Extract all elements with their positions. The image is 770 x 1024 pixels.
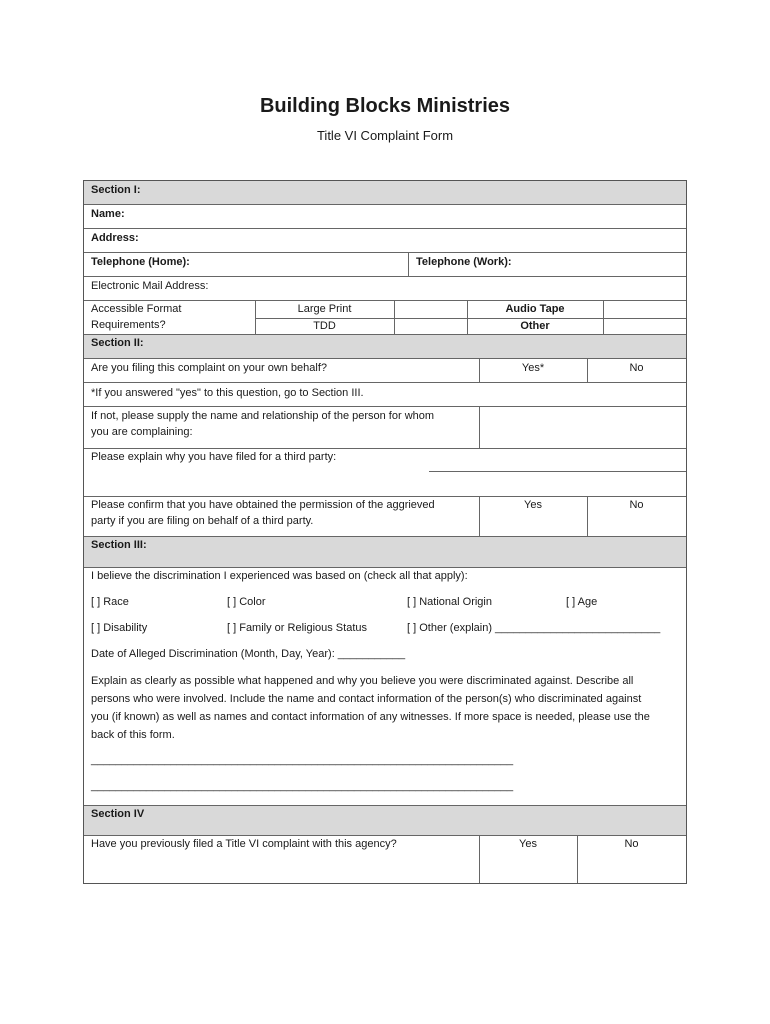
- previously-filed-question: Have you previously filed a Title VI complaint with this agency?: [91, 838, 397, 850]
- if-not-text-1: If not, please supply the name and relationship of the person for whom: [91, 410, 435, 422]
- address-row[interactable]: [84, 229, 686, 253]
- previously-filed-row: [84, 836, 686, 883]
- name-label: Name:: [91, 208, 125, 220]
- telephone-row: [84, 253, 686, 277]
- form-org-title: Building Blocks Ministries: [259, 95, 511, 117]
- date-of-discrimination-field[interactable]: Date of Alleged Discrimination (Month, Day, Year): ___________: [91, 648, 406, 660]
- basis-question: I believe the discrimination I experienced was based on (check all that apply):: [91, 570, 468, 582]
- email-row[interactable]: [84, 277, 686, 301]
- explain-blank-line-2[interactable]: _____________________________________________________________________: [91, 780, 514, 792]
- own-behalf-row: [84, 359, 686, 383]
- telephone-work-label: Telephone (Work):: [416, 256, 512, 268]
- confirm-permission-row: [84, 497, 686, 537]
- explain-instructions-2: persons who were involved. Include the name and contact information of the person(s) who discriminated against: [91, 693, 642, 705]
- if-yes-note: *If you answered "yes" to this question, go to Section III.: [91, 387, 364, 399]
- section-1-heading: Section I:: [91, 184, 141, 196]
- if-yes-note-row: [84, 383, 686, 407]
- explain-instructions-1: Explain as clearly as possible what happened and why you believe you were discriminated against. Describe all: [91, 675, 634, 687]
- accessible-format-label-1: Accessible Format: [91, 303, 182, 315]
- color-checkbox[interactable]: [ ] Color: [227, 596, 266, 608]
- section-2-heading: Section II:: [91, 337, 144, 349]
- telephone-home-label: Telephone (Home):: [91, 256, 190, 268]
- explain-third-party-row: [84, 449, 686, 497]
- national-origin-checkbox[interactable]: [ ] National Origin: [407, 596, 492, 608]
- divider: [408, 253, 409, 276]
- section-4-header: [84, 806, 686, 836]
- family-religious-checkbox[interactable]: [ ] Family or Religious Status: [227, 622, 367, 634]
- accessible-format-row: [84, 301, 686, 335]
- section-2-header: [84, 335, 686, 359]
- previously-filed-no[interactable]: No: [624, 838, 639, 850]
- disability-checkbox[interactable]: [ ] Disability: [91, 622, 148, 634]
- age-checkbox[interactable]: [ ] Age: [566, 596, 598, 608]
- previously-filed-yes[interactable]: Yes: [519, 838, 537, 850]
- race-checkbox[interactable]: [ ] Race: [91, 596, 129, 608]
- form-subtitle: Title VI Complaint Form: [316, 128, 454, 143]
- own-behalf-no[interactable]: No: [629, 362, 644, 374]
- confirm-permission-no[interactable]: No: [629, 499, 644, 511]
- divider: [429, 471, 686, 472]
- section-1-header: [84, 181, 686, 205]
- own-behalf-question: Are you filing this complaint on your own behalf?: [91, 362, 328, 374]
- section-3-body: [84, 568, 686, 806]
- divider: [479, 407, 480, 448]
- explain-third-party-label: Please explain why you have filed for a third party:: [91, 451, 337, 463]
- audio-tape-option: Audio Tape: [505, 303, 565, 315]
- name-row[interactable]: [84, 205, 686, 229]
- confirm-permission-yes[interactable]: Yes: [524, 499, 542, 511]
- explain-instructions-4: back of this form.: [91, 729, 175, 741]
- accessible-format-label-2: Requirements?: [91, 319, 166, 331]
- own-behalf-yes[interactable]: Yes*: [521, 362, 545, 374]
- if-not-row: [84, 407, 686, 449]
- section-3-header: [84, 537, 686, 568]
- other-explain-checkbox[interactable]: [ ] Other (explain) ___________________________: [407, 622, 661, 634]
- section-3-heading: Section III:: [91, 539, 147, 551]
- other-option: Other: [520, 320, 550, 332]
- explain-instructions-3: you (if known) as well as names and contact information of any witnesses. If more space is needed, please use the: [91, 711, 650, 723]
- email-label: Electronic Mail Address:: [91, 280, 209, 292]
- tdd-option: TDD: [313, 320, 336, 332]
- complaint-form: [83, 180, 687, 884]
- explain-blank-line-1[interactable]: _____________________________________________________________________: [91, 754, 514, 766]
- if-not-text-2: you are complaining:: [91, 426, 193, 438]
- confirm-permission-text-1: Please confirm that you have obtained the permission of the aggrieved: [91, 499, 435, 511]
- confirm-permission-text-2: party if you are filing on behalf of a third party.: [91, 515, 314, 527]
- large-print-option: Large Print: [297, 303, 352, 315]
- address-label: Address:: [91, 232, 139, 244]
- section-4-heading: Section IV: [91, 808, 145, 820]
